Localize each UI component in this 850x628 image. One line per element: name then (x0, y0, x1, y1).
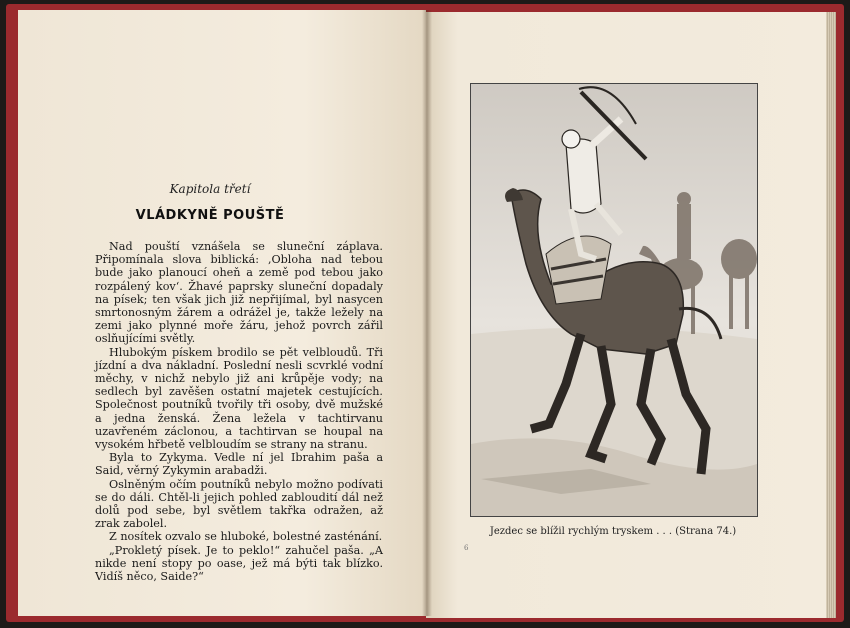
illustration-camel-rider (470, 83, 758, 517)
book-gutter (422, 10, 432, 616)
chapter-label: Kapitola třetí (169, 182, 251, 196)
chapter-text (95, 240, 383, 583)
paragraph: Oslněným očím poutníků nebylo možno podívati se do dáli. Chtěl-li jejich pohled zabloudití dál než dolů pod sebe, byl světlem takřka odražen, až zrak zabolel. (95, 477, 383, 531)
page-edges (826, 12, 836, 618)
chapter-title: VLÁDKYNĚ POUŠTĚ (135, 208, 285, 223)
paragraph: Z nosítek ozvalo se hluboké, bolestné zasténání. (109, 530, 383, 544)
illustration-drawing (471, 84, 757, 516)
paragraph: Nad pouští vznášela se sluneční záplava. Připomínala slova biblická: ‚Obloha nad tebou bude jako planoucí oheň a země pod tebou jako rozpálený kov‘. Žhavé paprsky sluneční dopadaly na písek; ten však jich již nepřijímal, byl nasycen smrtonosným žárem a odrážel je, takže ležely na zemi jako plynné moře žáru, jehož povrch zářil oslňujícími světly. (95, 240, 383, 346)
paragraph: „Prokletý písek. Je to peklo!“ zahučel paša. „A nikde není stopy po oase, jež má býti tak blízko. Vidíš něco, Saide?“ (95, 543, 383, 584)
illustration-caption: Jezdec se blížil rychlým tryskem . . . (Strana 74.) (489, 526, 737, 537)
page-number: 6 (464, 544, 469, 552)
paragraph: Hlubokým pískem brodilo se pět velbloudů. Tři jízdní a dva nákladní. Poslední nesli scvrklé vodní měchy, v nichž nebylo již ani krůpěje vody; na sedlech byl zavěšen ostatní majetek cestujících. Společnost poutníků tvořily tři osoby, dvě mužské a jedna ženská. Žena ležela v tachtirvanu uzavřeném záclonou, a tachtirvan se houpal na vysokém hřbetě velbloudím se strany na stranu. (95, 345, 383, 452)
paragraph: Byla to Zykyma. Vedle ní jel Ibrahim paša a Said, věrný Zykymin arabadži. (95, 451, 383, 478)
